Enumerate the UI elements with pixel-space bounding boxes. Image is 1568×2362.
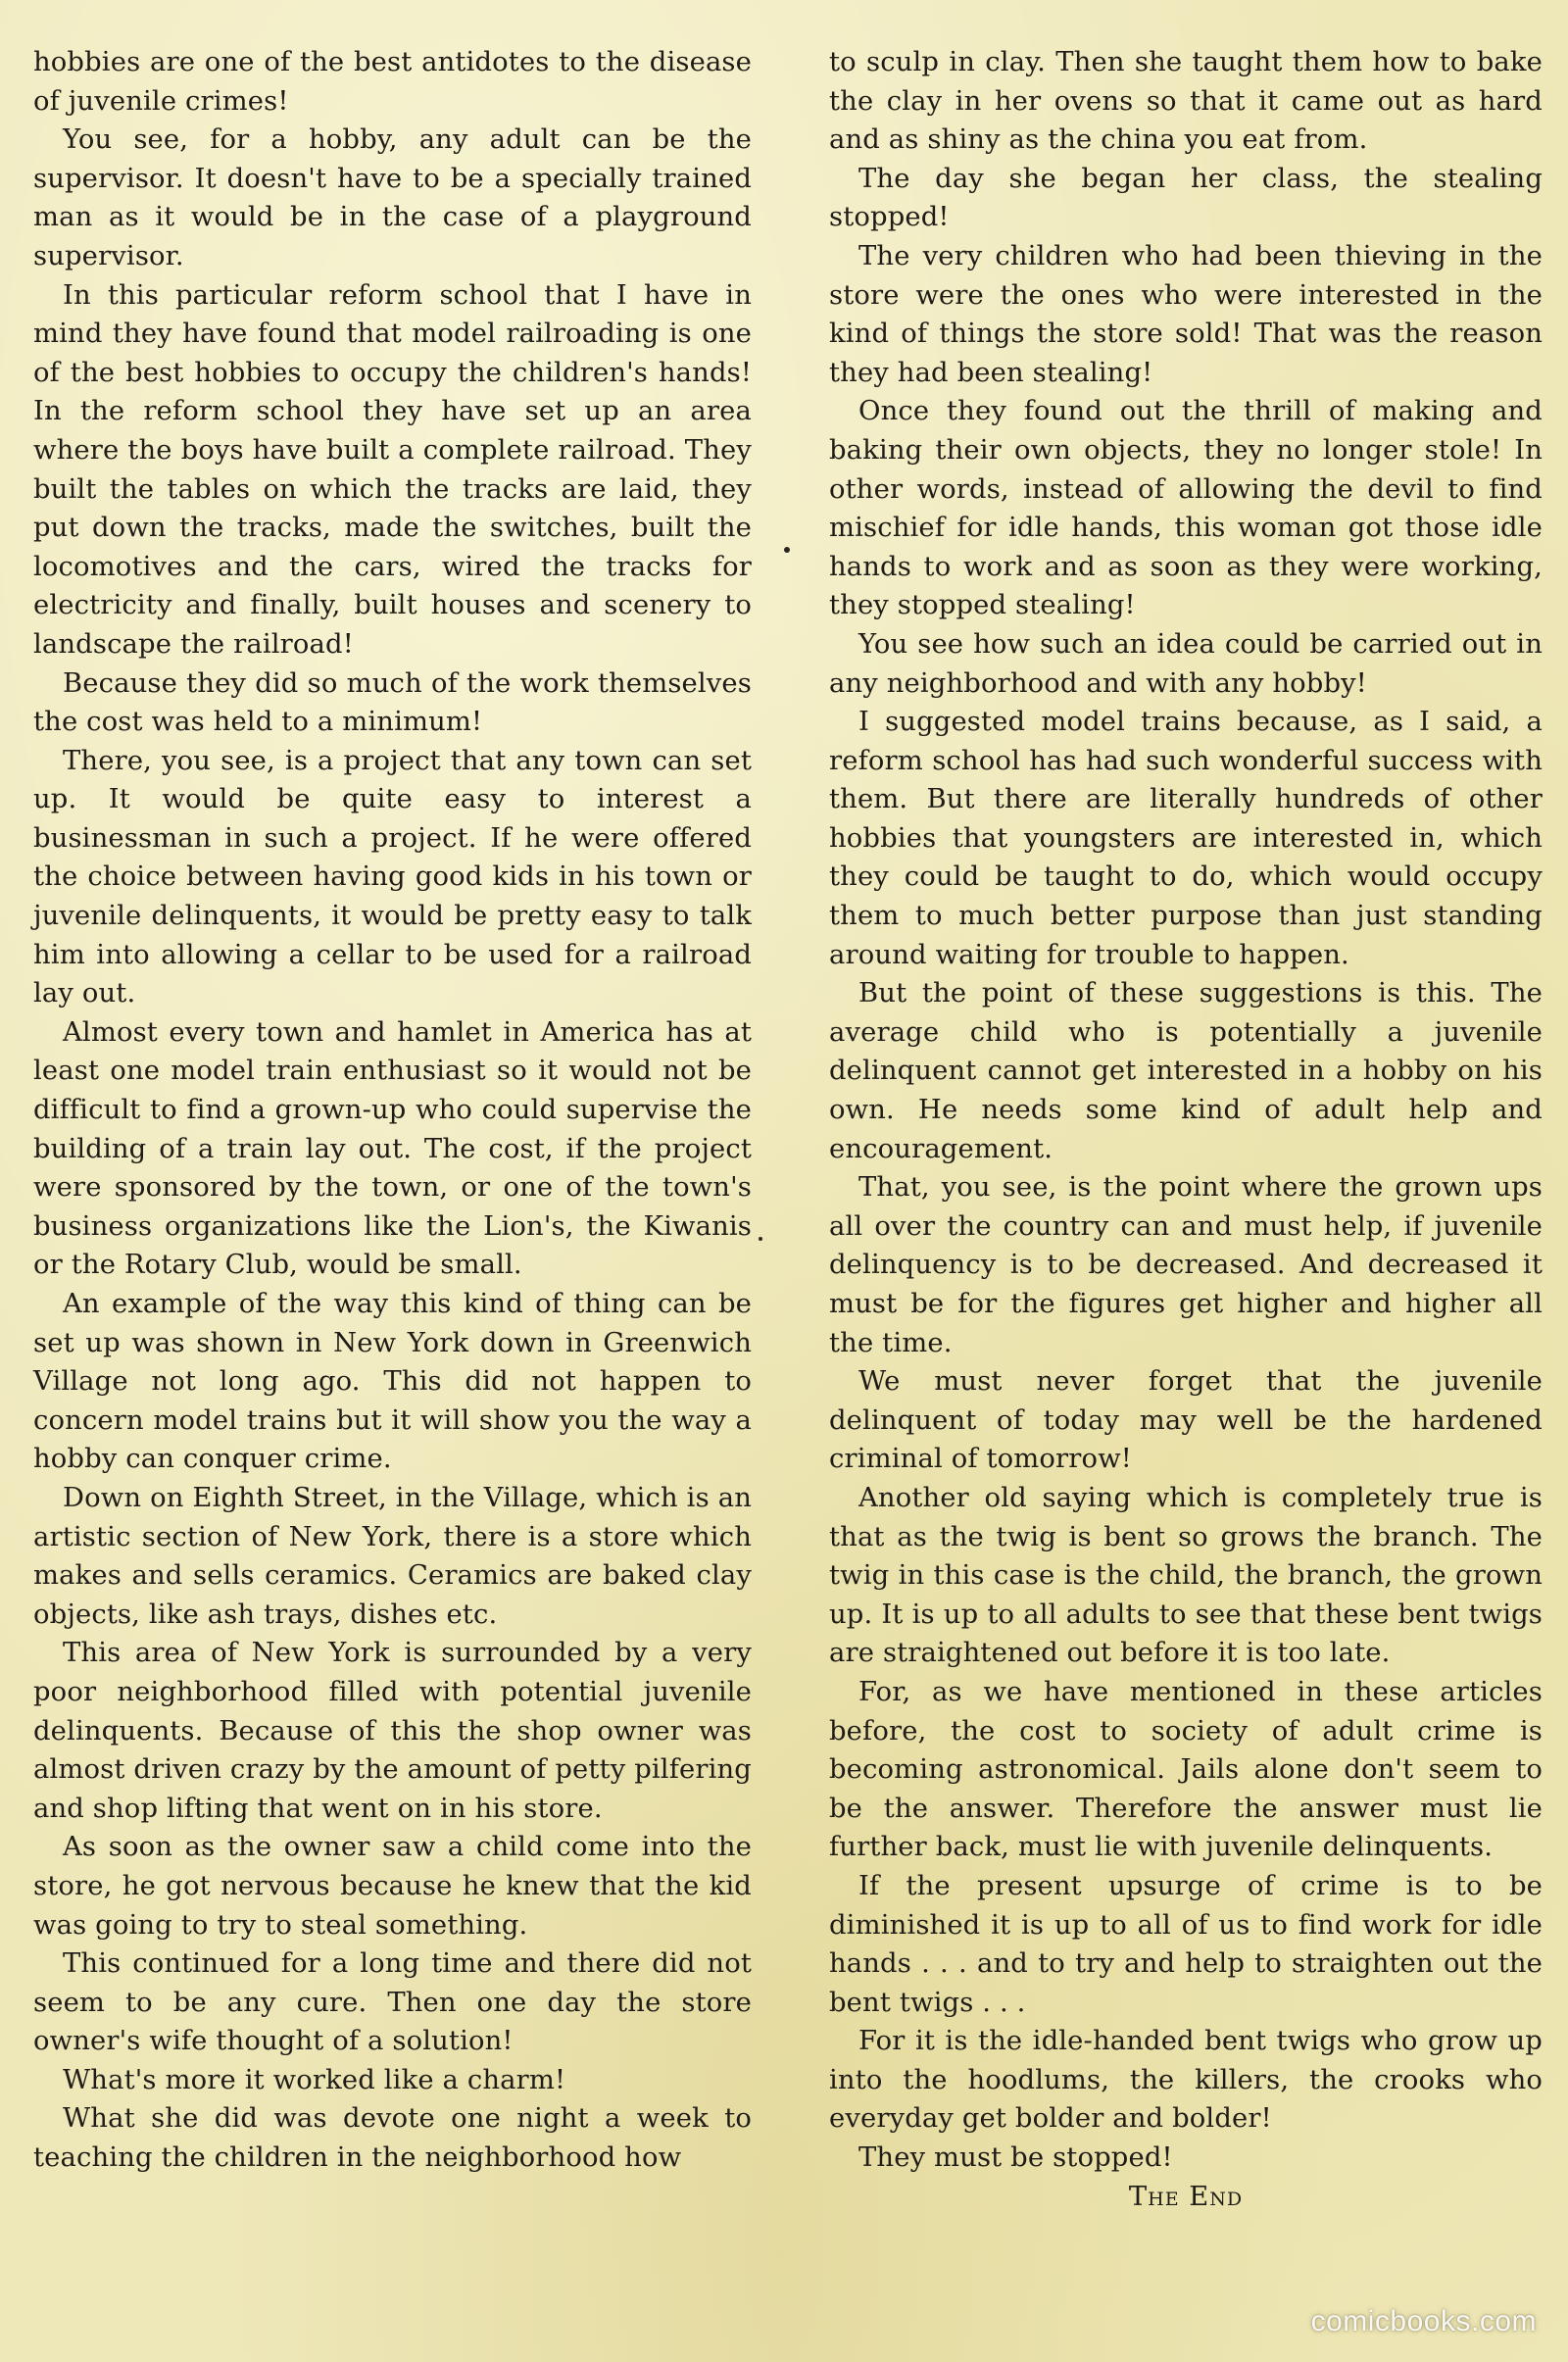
paragraph: We must never forget that the juvenile delinquent of today may well be the hardened criminal of tomorrow! [829,1366,1543,1475]
paragraph: For it is the idle-handed bent twigs who grow up into the hoodlums, the killers, the crooks who everyday get bolder and bolder! [829,2026,1543,2135]
paragraph: What's more it worked like a charm! [63,2064,566,2095]
paragraph: This continued for a long time and there did not seem to be any cure. Then one day the store owner's wife thought of a solution! [33,1948,752,2057]
paragraph: That, you see, is the point where the grown ups all over the country can and must help, if juvenile delinquency is to be decreased. And decreased it must be for the figures get higher and higher all the time. [829,1172,1543,1358]
paragraph: For, as we have mentioned in these articles before, the cost to society of adult crime is becoming astronomical. Jails alone don't seem to be the answer. Therefore the answer must lie further back, must lie with juvenile delinquents. [829,1676,1543,1863]
paragraph: Once they found out the thrill of making and baking their own objects, they no longer stole! In other words, instead of allowing the devil to find mischief for idle hands, this woman got those idle hands to work and as soon as they were working, they stopped stealing! [829,396,1543,621]
paragraph: In this particular reform school that I have in mind they have found that model railroading is one of the best hobbies to occupy the children's hands! In the reform school they have set up an area where the boys have built a complete railroad. They built the tables on which the tracks are laid, they put down the tracks, made the switches, built the locomotives and the cars, wired the tracks for electricity and finally, built houses and scenery to landscape the railroad! [33,279,752,660]
left-column [33,43,752,2178]
paragraph: You see how such an idea could be carried out in any neighborhood and with any hobby! [829,628,1543,699]
paragraph: Because they did so much of the work themselves the cost was held to a minimum! [33,667,752,738]
the-end-label: The End [1128,2181,1244,2212]
paragraph: Down on Eighth Street, in the Village, which is an artistic section of New York, there is a store which makes and sells ceramics. Ceramics are baked clay objects, like ash trays, dishes etc. [33,1482,752,1630]
right-column [829,43,1543,2216]
paragraph: You see, for a hobby, any adult can be the supervisor. It doesn't have to be a specially trained man as it would be in the case of a playground supervisor. [33,124,752,271]
paragraph: This area of New York is surrounded by a very poor neighborhood filled with potential juvenile delinquents. Because of this the shop owner was almost driven crazy by the amount of petty pilfering and shop lifting that went on in his store. [33,1638,752,1824]
paragraph: An example of the way this kind of thing can be set up was shown in New York down in Greenwich Village not long ago. This did not happen to concern model trains but it will show you the way a hobby can conquer crime. [33,1289,752,1475]
paragraph: They must be stopped! [858,2142,1173,2174]
print-speck [784,547,790,553]
paragraph: to sculp in clay. Then she taught them how to bake the clay in her ovens so that it came out as hard and as shiny as the china you eat from. [829,47,1543,156]
paragraph: Another old saying which is completely true is that as the twig is bent so grows the branch. The twig in this case is the child, the branch, the grown up. It is up to all adults to see that these bent twigs are straightened out before it is too late. [829,1482,1543,1669]
paragraph: What she did was devote one night a week to teaching the children in the neighborhood how [33,2103,752,2174]
paragraph: But the point of these suggestions is this. The average child who is potentially a juvenile delinquent cannot get interested in a hobby on his own. He needs some kind of adult help and encouragement. [829,978,1543,1164]
print-speck [759,1237,762,1241]
watermark-label: comicbooks.com [1310,2305,1537,2337]
paragraph: Almost every town and hamlet in America has at least one model train enthusiast so it would not be difficult to find a grown-up who could supervise the building of a train lay out. The cost, if the project were sponsored by the town, or one of the town's business organizations like the Lion's, the Kiwanis or the Rotary Club, would be small. [33,1016,752,1281]
paragraph: There, you see, is a project that any town can set up. It would be quite easy to interest a businessman in such a project. If he were offered the choice between having good kids in his town or juvenile delinquents, it would be pretty easy to talk him into allowing a cellar to be used for a railroad lay out. [33,745,752,1009]
paragraph: I suggested model trains because, as I said, a reform school has had such wonderful success with them. But there are literally hundreds of other hobbies that youngsters are interested in, which they could be taught to do, which would occupy them to much better purpose than just standing around waiting for trouble to happen. [829,707,1543,970]
paragraph: The day she began her class, the stealing stopped! [829,163,1543,233]
paragraph: hobbies are one of the best antidotes to the disease of juvenile crimes! [33,47,752,117]
paragraph: As soon as the owner saw a child come into the store, he got nervous because he knew that the kid was going to try to steal something. [33,1832,752,1941]
paragraph: If the present upsurge of crime is to be diminished it is up to all of us to find work for idle hands . . . and to try and help to straighten out the bent twigs . . . [829,1870,1543,2018]
paragraph: The very children who had been thieving in the store were the ones who were interested in the kind of things the store sold! That was the reason they had been stealing! [829,240,1543,388]
